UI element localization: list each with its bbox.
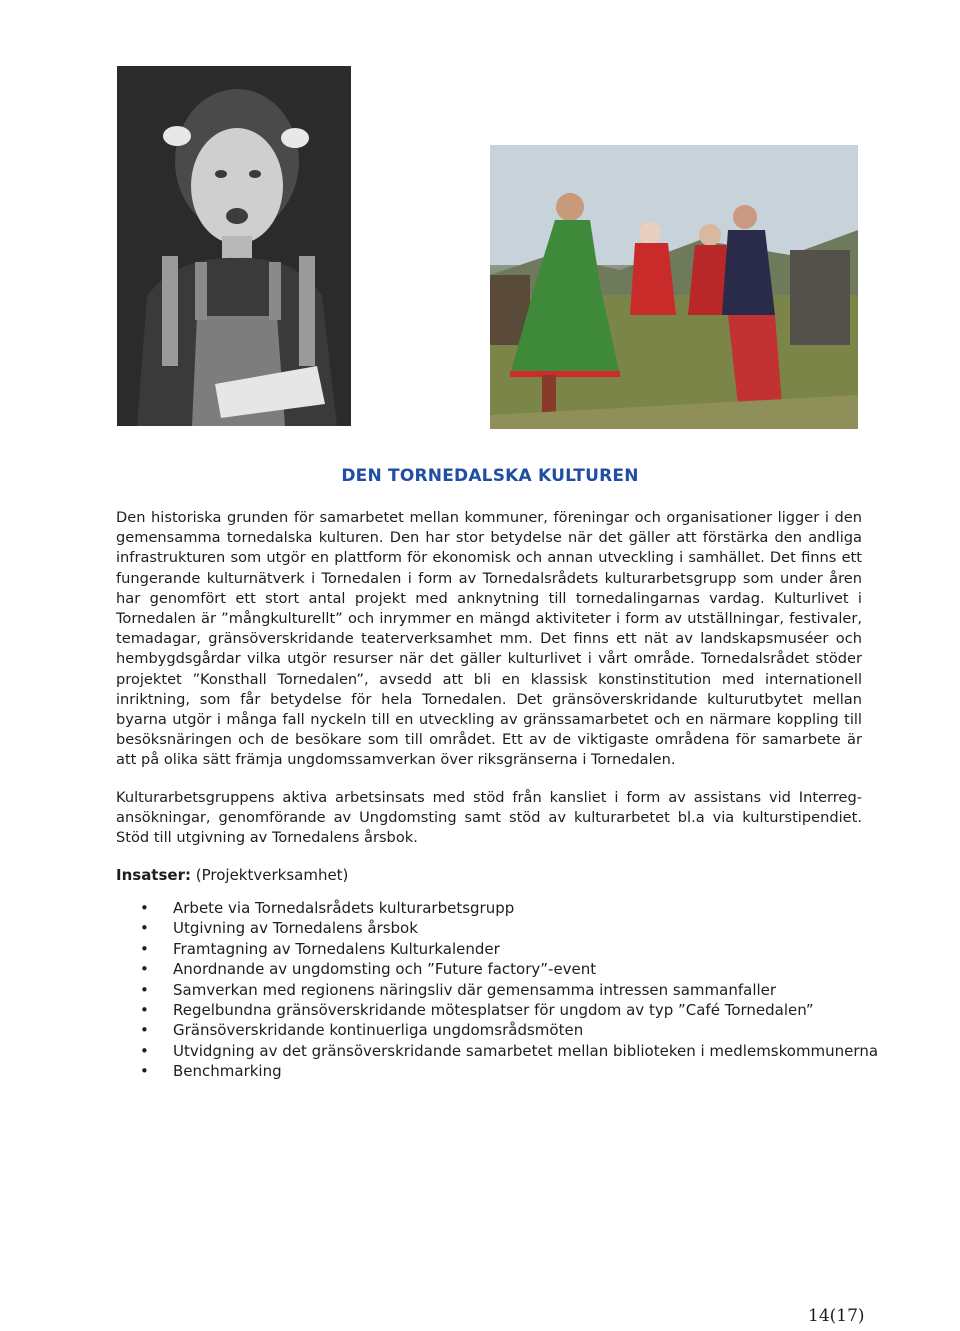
- page-number: 14(17): [808, 1306, 865, 1326]
- list-item: • Anordnande av ungdomsting och ”Future factory”-event: [140, 959, 878, 979]
- list-item: • Benchmarking: [140, 1061, 878, 1081]
- insatser-heading: [116, 866, 348, 884]
- insatser-list: [140, 898, 878, 1082]
- paragraph-history: Den historiska grunden för samarbetet mellan kommuner, föreningar och organisationer ligger i den gemensamma tornedalska kulturen. Den har stor betydelse när det gäller att förstärka den andliga infrastrukturen som utgör en plattform för ekonomisk och annan utveckling i samhället. Det finns ett fungerande kulturnätverk i Tornedalen i form av Tornedalsrådets kulturarbetsgrupp som under åren har genomfört ett stort antal projekt med anknytning till tornedalingarnas vardag. Kulturlivet i Tornedalen är ”mångkulturellt” och inrymmer en mängd aktiviteter i form av utställningar, festivaler, temadagar, gränsöverskridande teaterverksamhet mm. Det finns ett nät av landskapsmuséer och hembygdsgårdar vilka utgör resurser när det gäller kulturlivet i vårt område. Tornedalsrådet stöder projektet ”Konsthall Tornedalen”, avsedd att bli en klassisk konstinstitution med internationell inriktning, som får betydelse för hela Tornedalen. Det gränsöverskridande kulturutbytet mellan byarna utgör i många fall nyckeln till en utveckling av gränssamarbetet och en närmare koppling till besöksnäringen och de besökare som till området. Ett av de viktigaste områdena för samarbete är att på olika sätt främja ungdomssamverkan över riksgränserna i Tornedalen.: [116, 509, 862, 769]
- list-item: • Regelbundna gränsöverskridande mötesplatser för ungdom av typ ”Café Tornedalen”: [140, 1000, 878, 1020]
- list-item: • Utvidgning av det gränsöverskridande samarbetet mellan biblioteken i medlemskommunerna: [140, 1041, 878, 1061]
- section-title: DEN TORNEDALSKA KULTUREN: [341, 466, 639, 486]
- list-item: • Utgivning av Tornedalens årsbok: [140, 918, 878, 938]
- list-item: • Arbete via Tornedalsrådets kulturarbetsgrupp: [140, 898, 878, 918]
- insatser-label: Insatser:: [116, 866, 191, 884]
- paragraph-workgroup: Kulturarbetsgruppens aktiva arbetsinsats med stöd från kansliet i form av assistans vid Interreg-ansökningar, genomförande av Ungdomsting samt stöd av kulturarbetet bl.a via kulturstipendiet. Stöd till utgivning av Tornedalens årsbok.: [116, 789, 862, 847]
- list-item: • Gränsöverskridande kontinuerliga ungdomsrådsmöten: [140, 1020, 878, 1040]
- photo-girl-drawing: [117, 66, 351, 426]
- list-item: • Framtagning av Tornedalens Kulturkalender: [140, 939, 878, 959]
- photo-girl-singing: [117, 66, 351, 426]
- photo-folk-dancers: [490, 145, 858, 429]
- photo-dancers-drawing: [490, 145, 858, 429]
- list-item: • Samverkan med regionens näringsliv där gemensamma intressen sammanfaller: [140, 980, 878, 1000]
- insatser-note: (Projektverksamhet): [190, 866, 349, 884]
